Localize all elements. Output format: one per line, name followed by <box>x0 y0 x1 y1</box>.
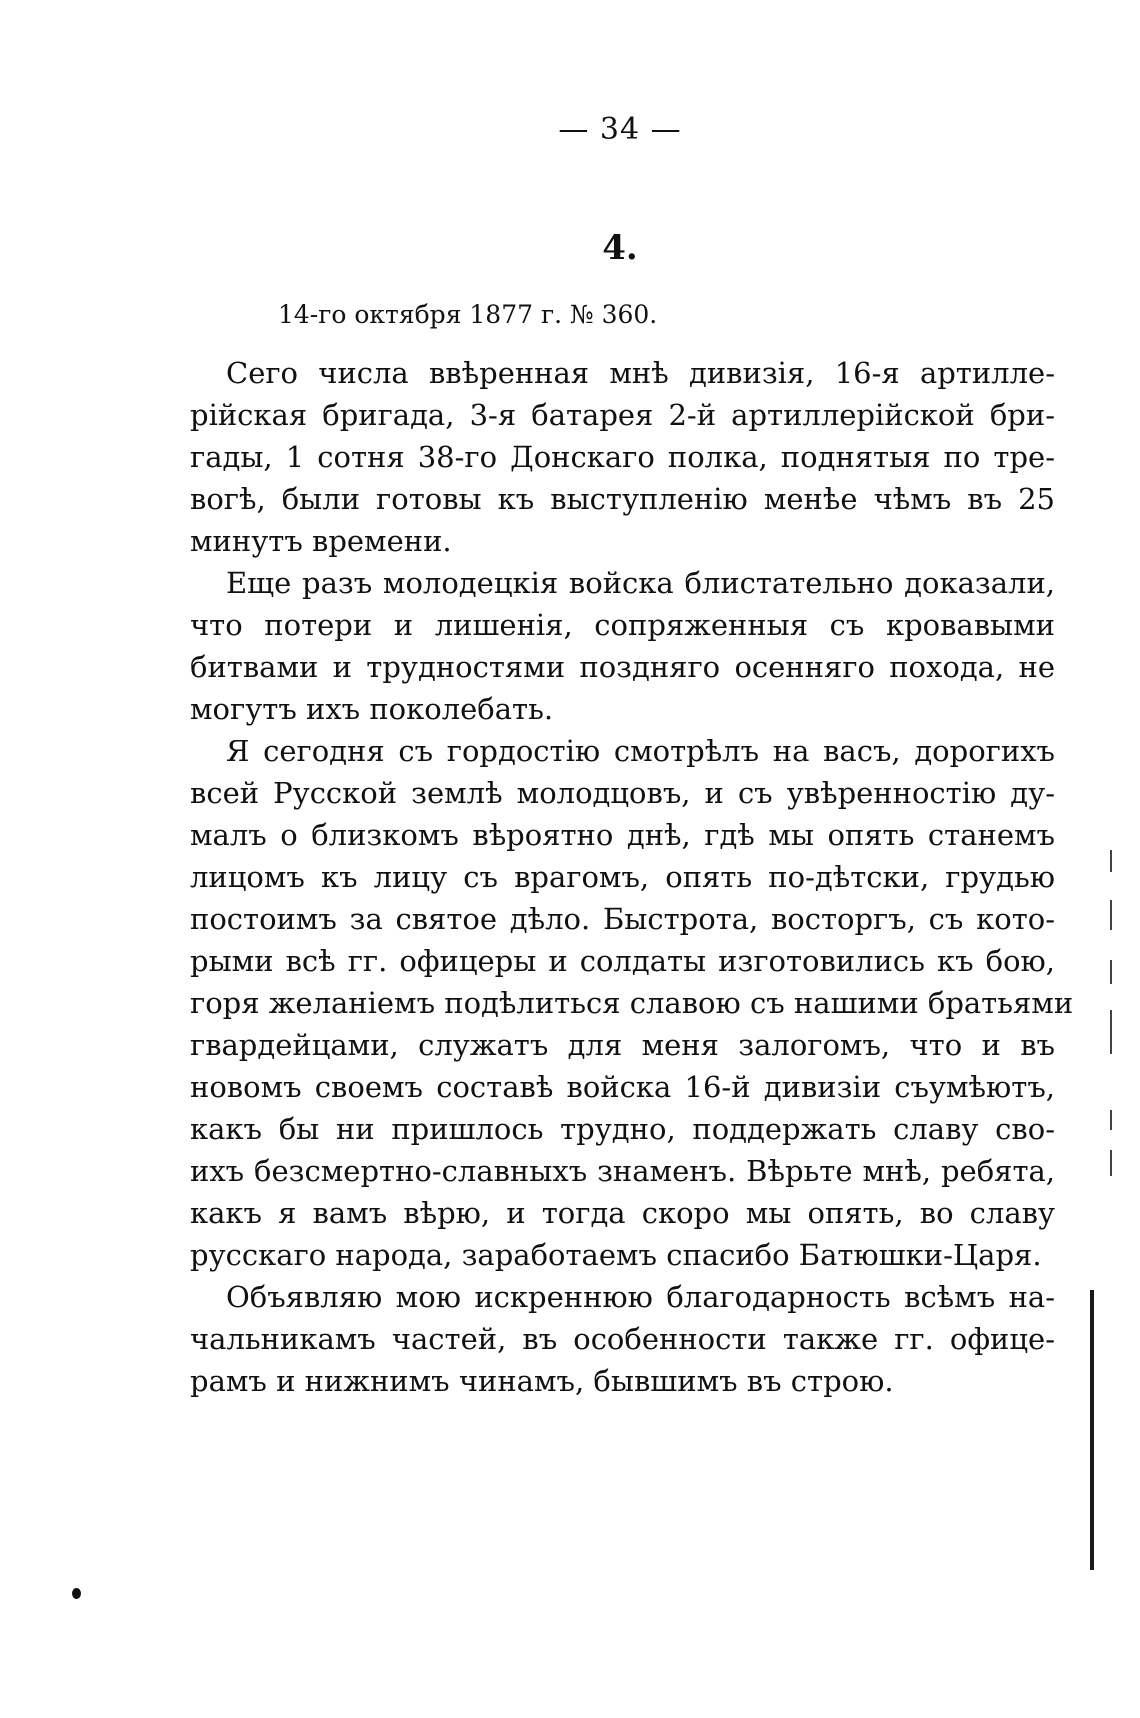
section-number: 4. <box>602 228 638 268</box>
page-edge-mark <box>1110 1110 1112 1130</box>
text-line: Объявляю мою искреннюю благодарность всѣмъ на- <box>226 1280 1055 1314</box>
page-number: — 34 — <box>558 112 682 147</box>
text-line: малъ о близкомъ вѣроятно днѣ, гдѣ мы опять станемъ <box>190 818 1055 852</box>
paragraph-4 <box>190 1276 1055 1402</box>
text-line: рыми всѣ гг. офицеры и солдаты изготовились къ бою, <box>190 944 1055 978</box>
page-edge-shadow <box>1090 1290 1094 1570</box>
text-line: рійская бригада, 3-я батарея 2-й артиллерійской бри- <box>190 398 1055 432</box>
text-line: рамъ и нижнимъ чинамъ, бывшимъ въ строю. <box>190 1364 894 1398</box>
text-line: какъ бы ни пришлось трудно, поддержать славу сво- <box>190 1112 1055 1146</box>
ink-spot <box>72 1588 81 1599</box>
text-line: что потери и лишенія, сопряженныя съ кровавыми <box>190 608 1055 642</box>
page-edge-mark <box>1110 850 1112 872</box>
text-line: всей Русской землѣ молодцовъ, и съ увѣренностію ду- <box>190 776 1055 810</box>
text-line: горя желаніемъ подѣлиться славою съ нашими братьями <box>190 986 1074 1020</box>
text-line: чальникамъ частей, въ особенности также гг. офице- <box>190 1322 1055 1356</box>
text-line: гады, 1 сотня 38-го Донскаго полка, поднятыя по тре- <box>190 440 1055 474</box>
text-line: минутъ времени. <box>190 524 452 558</box>
order-date: 14-го октября 1877 г. № 360. <box>278 300 658 329</box>
paragraph-3 <box>190 730 1074 1276</box>
text-line: Я сегодня съ гордостію смотрѣлъ на васъ, дорогихъ <box>226 734 1055 768</box>
page-edge-mark <box>1110 1010 1112 1054</box>
text-line: вогѣ, были готовы къ выступленію менѣе чѣмъ въ 25 <box>190 482 1055 516</box>
text-line: Еще разъ молодецкія войска блистательно доказали, <box>226 566 1055 600</box>
text-line: русскаго народа, заработаемъ спасибо Батюшки-Царя. <box>190 1238 1042 1272</box>
text-line: новомъ своемъ составѣ войска 16-й дивизіи съумѣютъ, <box>190 1070 1055 1104</box>
page-edge-mark <box>1110 960 1112 984</box>
text-line: лицомъ къ лицу съ врагомъ, опять по-дѣтски, грудью <box>190 860 1055 894</box>
page-edge-mark <box>1110 1150 1112 1176</box>
text-line: битвами и трудностями поздняго осенняго похода, не <box>190 650 1055 684</box>
paragraph-1 <box>190 352 1055 562</box>
text-line: какъ я вамъ вѣрю, и тогда скоро мы опять, во славу <box>190 1196 1055 1230</box>
text-line: Сего числа ввѣренная мнѣ дивизія, 16-я артилле- <box>226 356 1055 390</box>
text-line: гвардейцами, служатъ для меня залогомъ, что и въ <box>190 1028 1055 1062</box>
text-line: постоимъ за святое дѣло. Быстрота, восторгъ, съ кото- <box>190 902 1055 936</box>
document-body <box>190 352 1074 1402</box>
page-edge-mark <box>1110 900 1112 930</box>
text-line: могутъ ихъ поколебать. <box>190 692 554 726</box>
text-line: ихъ безсмертно-славныхъ знаменъ. Вѣрьте мнѣ, ребята, <box>190 1154 1055 1188</box>
paragraph-2 <box>190 562 1055 730</box>
